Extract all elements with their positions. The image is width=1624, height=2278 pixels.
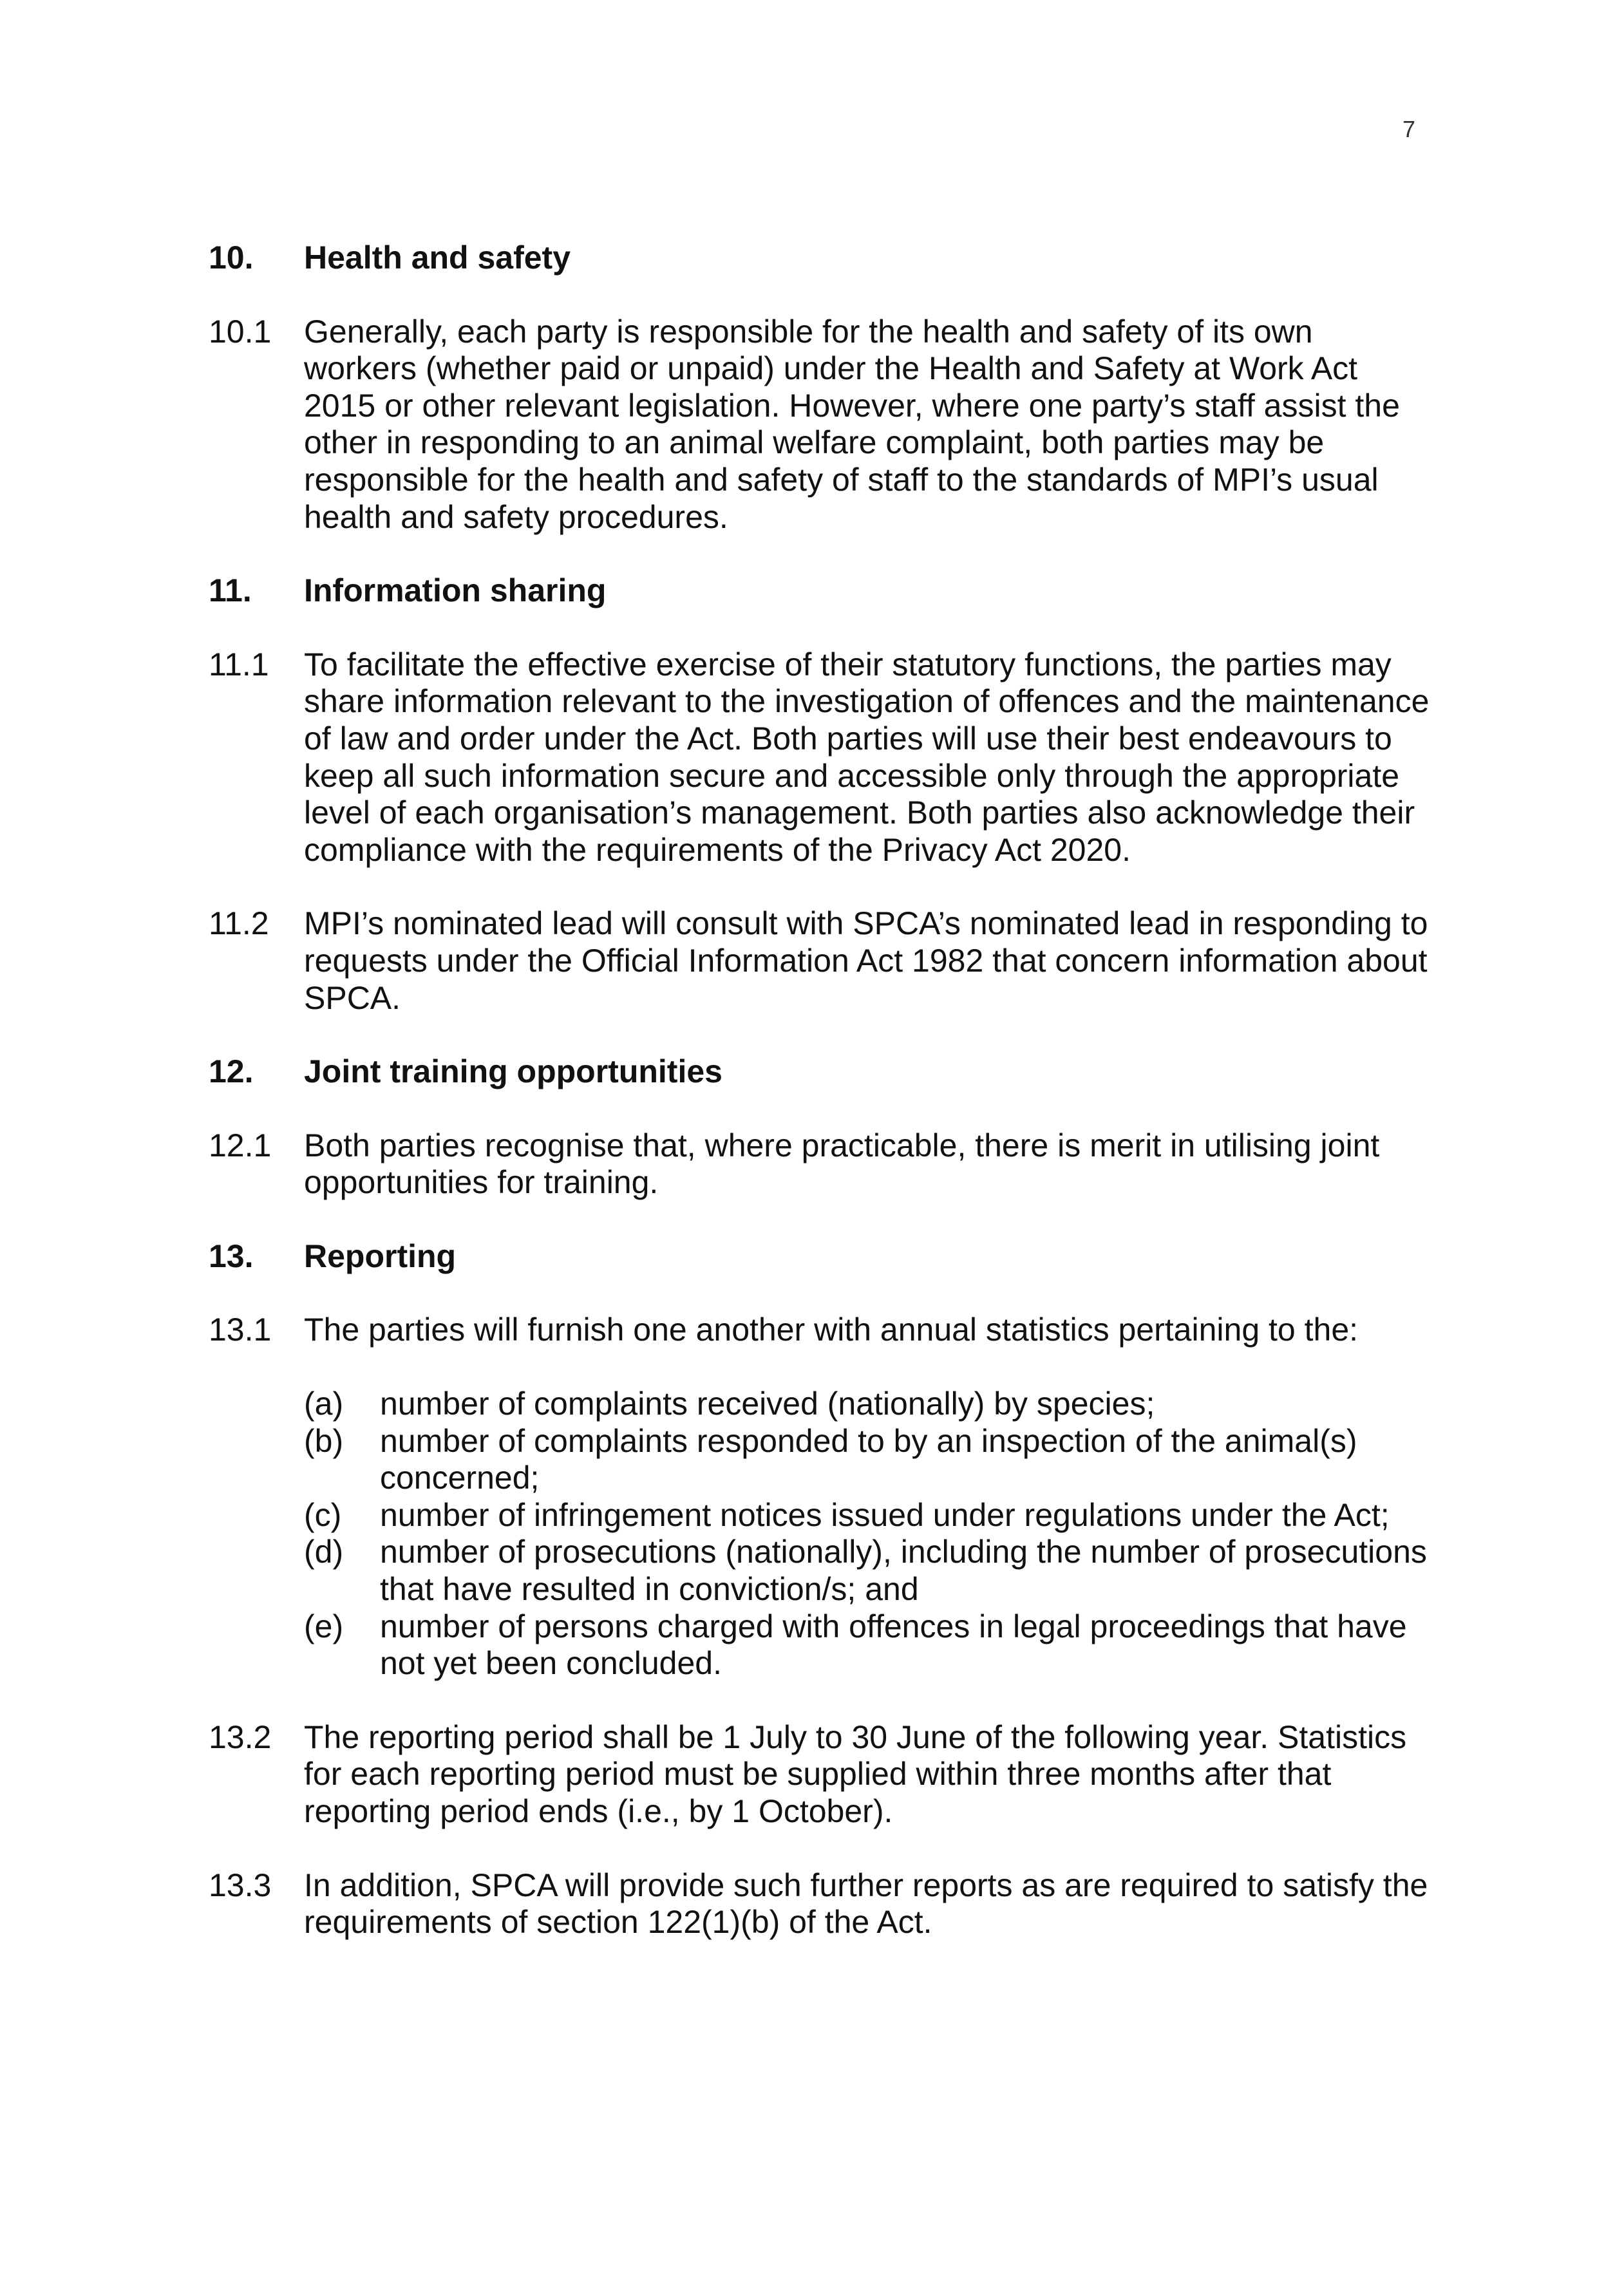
clause-number: 11.2: [209, 905, 269, 942]
list-item-text: number of persons charged with offences in legal proceedings that have not yet been concluded.: [380, 1608, 1407, 1682]
clause-number: 13.3: [209, 1867, 272, 1903]
section-title: Joint training opportunities: [304, 1053, 722, 1090]
list-item-label: (b): [304, 1422, 344, 1459]
clause-number: 13.1: [209, 1312, 272, 1348]
section-title: Health and safety: [304, 240, 571, 276]
list-item: [304, 1386, 1432, 1423]
clause-number: 13.2: [209, 1718, 272, 1755]
clause-13-1: [209, 1312, 1432, 1349]
clause-text: To facilitate the effective exercise of their statutory functions, the parties may share information relevant to the investigation of offences and the maintenance of law and order under the Act. Both parties will use their best endeavours to keep all such information secure and accessible only through the appropriate level of each organisation’s management. Both parties also acknowledge their compliance with the requirements of the Privacy Act 2020.: [304, 646, 1430, 868]
list-item-text: number of prosecutions (nationally), including the number of prosecutions that have resulted in conviction/s; and: [380, 1534, 1427, 1608]
section-heading-12: [209, 1053, 1432, 1091]
clause-number: 10.1: [209, 313, 272, 350]
section-number: 12.: [209, 1053, 254, 1090]
clause-text: In addition, SPCA will provide such further reports as are required to satisfy the requirements of section 122(1)(b) of the Act.: [304, 1867, 1428, 1941]
section-heading-13: [209, 1238, 1432, 1275]
section-title: Reporting: [304, 1238, 457, 1274]
section-number: 13.: [209, 1238, 254, 1274]
clause-text: Both parties recognise that, where practicable, there is merit in utilising joint opportunities for training.: [304, 1127, 1380, 1201]
list-item-text: number of complaints responded to by an inspection of the animal(s) concerned;: [380, 1422, 1357, 1496]
page-number: 7: [1402, 116, 1416, 142]
list-item-label: (a): [304, 1386, 344, 1422]
list-item: [304, 1608, 1432, 1682]
clause-text: The parties will furnish one another with annual statistics pertaining to the:: [304, 1312, 1359, 1348]
document-body: [209, 240, 1432, 1978]
list-item-label: (d): [304, 1534, 344, 1570]
list-item: [304, 1423, 1432, 1497]
clause-11-1: [209, 646, 1432, 869]
list-item-text: number of complaints received (nationally) by species;: [380, 1386, 1155, 1422]
clause-13-2: [209, 1719, 1432, 1831]
clause-text: The reporting period shall be 1 July to 30 June of the following year. Statistics for each reporting period must be supplied within three months after that reporting period ends (i.e., by 1 October).: [304, 1718, 1407, 1829]
list-item-label: (e): [304, 1608, 344, 1644]
section-title: Information sharing: [304, 572, 607, 609]
list-item: [304, 1497, 1432, 1534]
section-number: 11.: [209, 572, 252, 609]
clause-number: 12.1: [209, 1127, 272, 1163]
section-number: 10.: [209, 240, 254, 276]
section-heading-11: [209, 572, 1432, 610]
list-item-text: number of infringement notices issued under regulations under the Act;: [380, 1496, 1390, 1533]
statistics-list: [304, 1386, 1432, 1682]
clause-13-3: [209, 1867, 1432, 1941]
clause-12-1: [209, 1127, 1432, 1201]
clause-text: Generally, each party is responsible for the health and safety of its own workers (whether paid or unpaid) under the Health and Safety at Work Act 2015 or other relevant legislation. However, where one party’s staff assist the other in responding to an animal welfare complaint, both parties may be responsible for the health and safety of staff to the standards of MPI’s usual health and safety procedures.: [304, 313, 1400, 535]
clause-number: 11.1: [209, 646, 269, 682]
clause-text: MPI’s nominated lead will consult with SPCA’s nominated lead in responding to requests under the Official Information Act 1982 that concern information about SPCA.: [304, 905, 1428, 1016]
section-heading-10: [209, 240, 1432, 277]
clause-10-1: [209, 314, 1432, 536]
list-item-label: (c): [304, 1496, 342, 1533]
clause-11-2: [209, 905, 1432, 1017]
list-item: [304, 1534, 1432, 1608]
